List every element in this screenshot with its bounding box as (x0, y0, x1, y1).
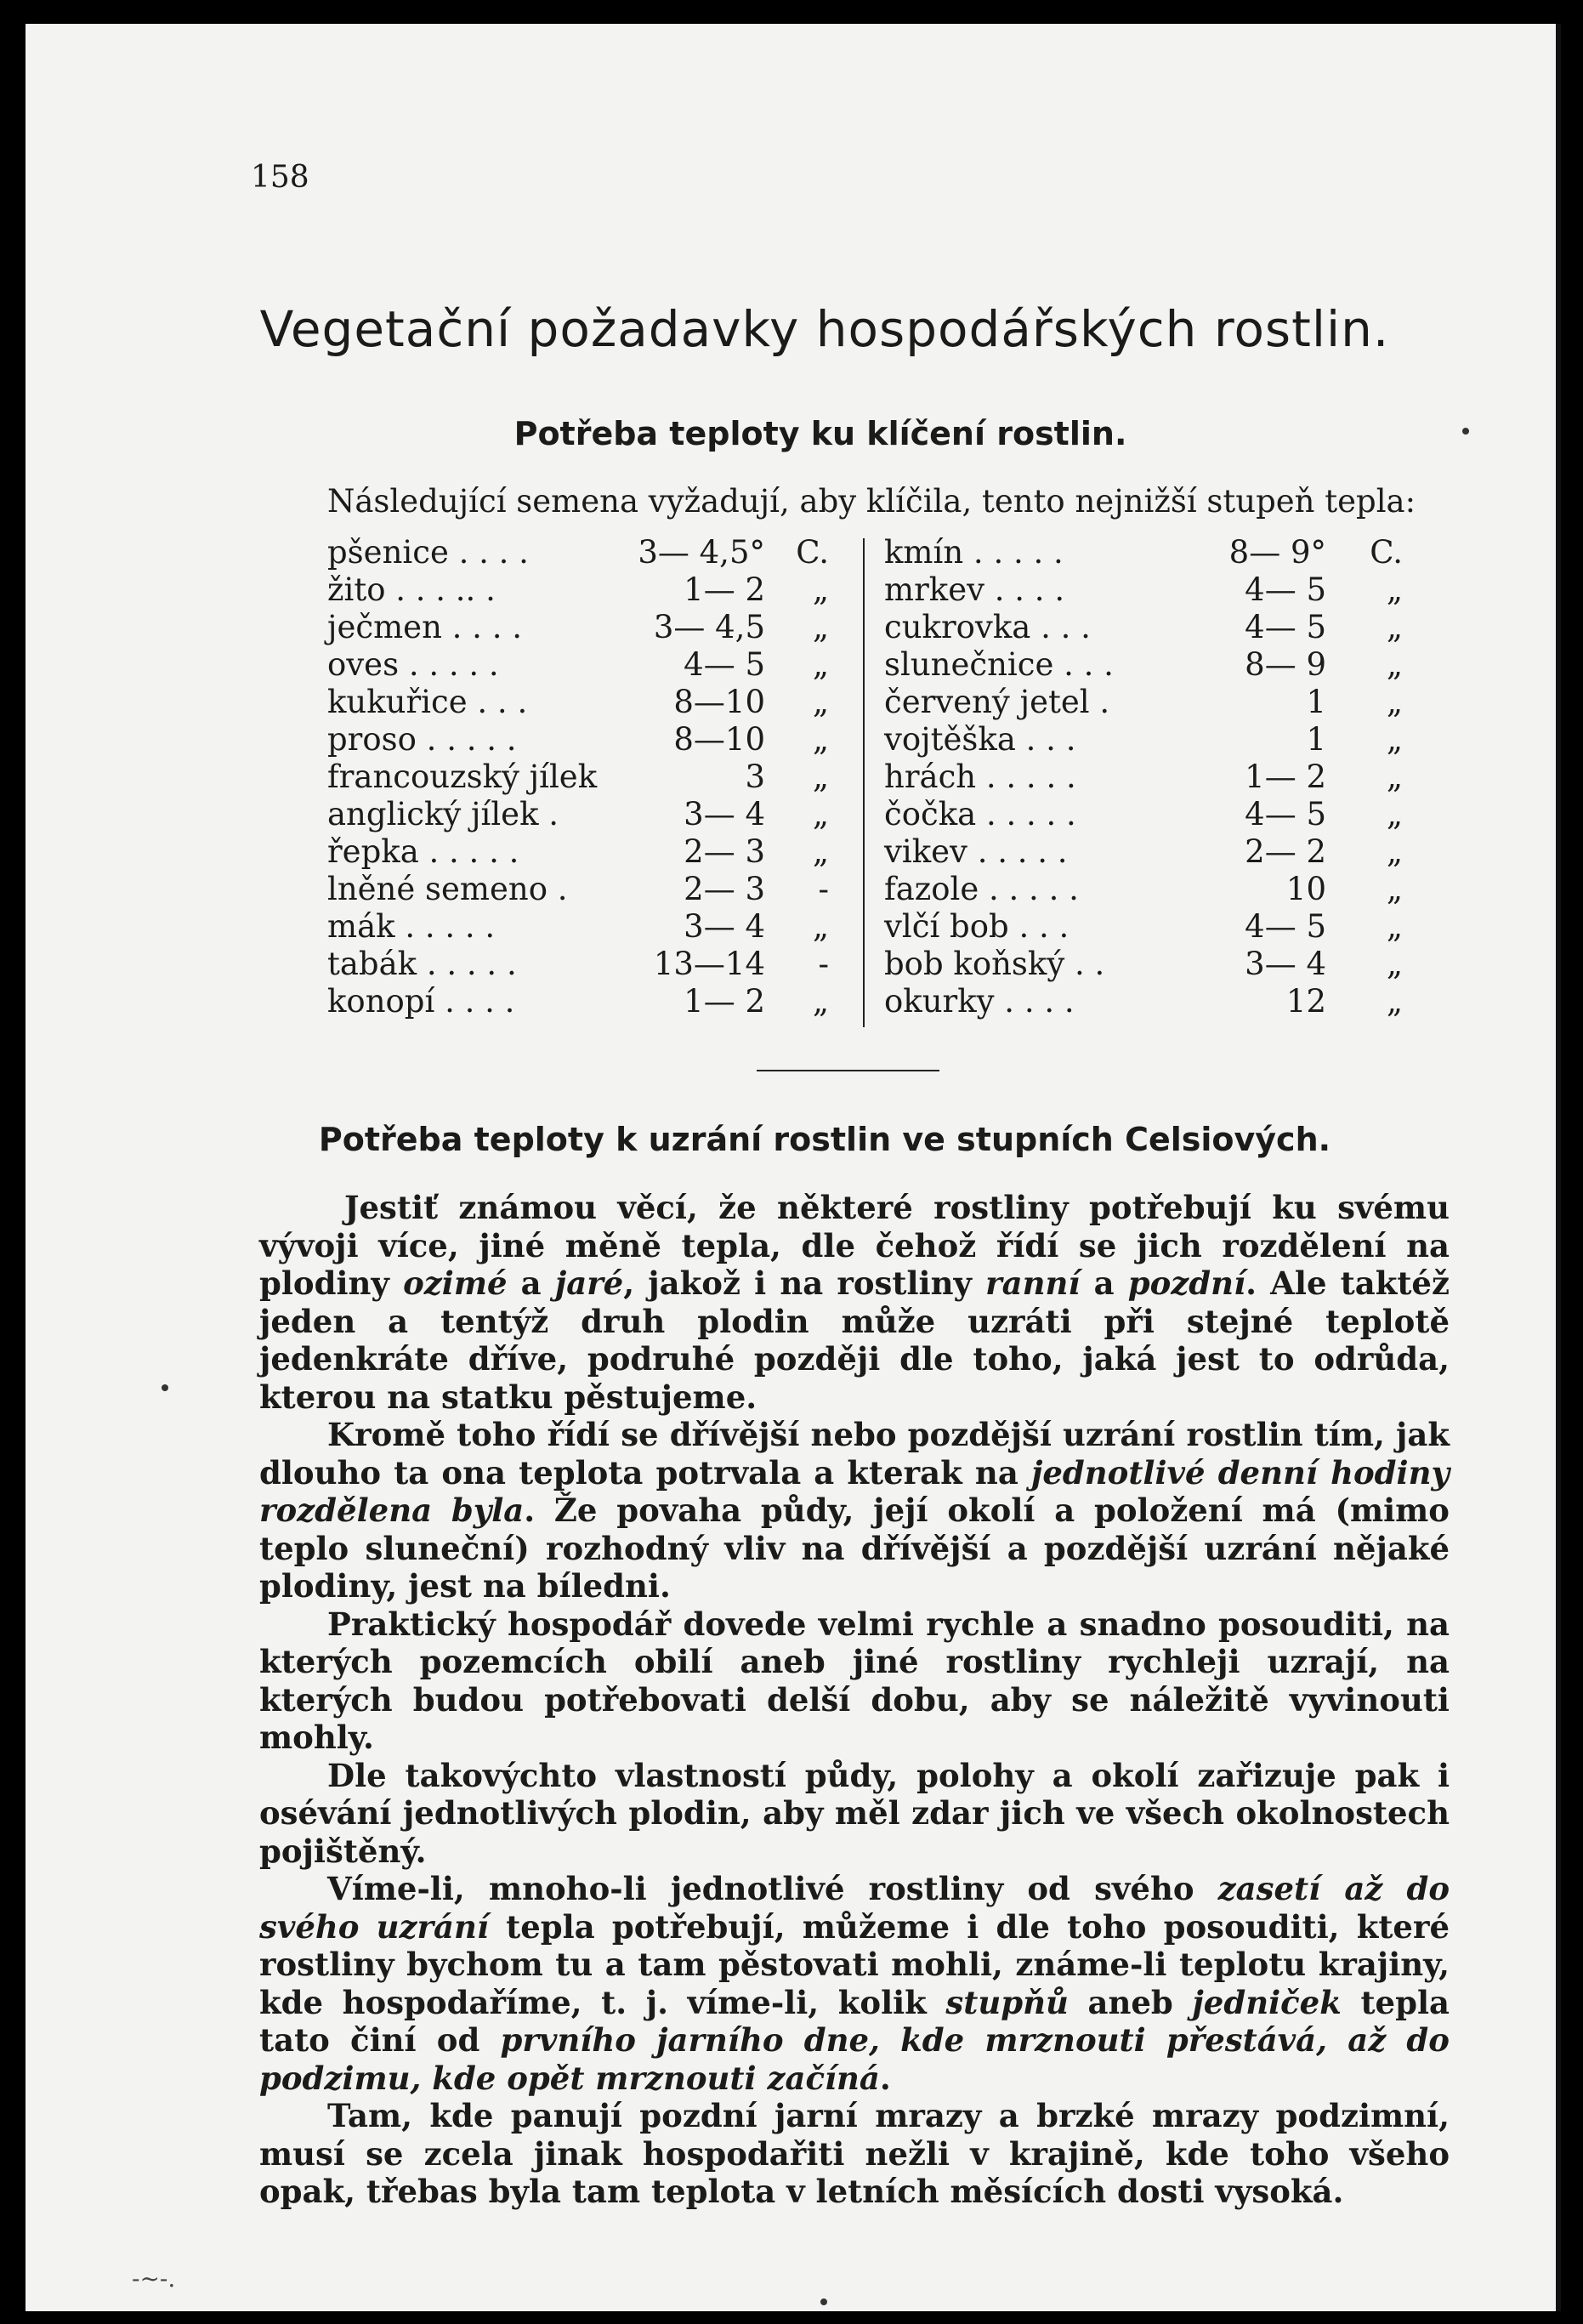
page-number: 158 (251, 160, 309, 195)
table-row (327, 759, 846, 796)
margin-mark: -~-. (132, 2264, 176, 2293)
table-row (884, 571, 1428, 609)
temperature-value: 2— 2 (1245, 833, 1326, 870)
unit-label: „ (1386, 721, 1403, 758)
unit-label: „ (812, 796, 829, 832)
column-divider (863, 538, 865, 1027)
unit-label: „ (1386, 871, 1403, 907)
plant-name: ječmen . . . . (327, 609, 522, 645)
temperature-value: 4— 5 (684, 646, 765, 683)
plant-name: čočka . . . . . (884, 796, 1076, 832)
unit-label: - (818, 871, 829, 907)
unit-label: „ (1386, 759, 1403, 795)
temperature-value: 13—14 (653, 946, 765, 982)
table-row (327, 833, 846, 871)
plant-name: vojtěška . . . (884, 721, 1076, 758)
unit-label: „ (1386, 684, 1403, 720)
plant-name: žito . . . .. . (327, 571, 496, 608)
plant-name: konopí . . . . (327, 983, 515, 1020)
table-row (327, 571, 846, 609)
plant-name: vlčí bob . . . (884, 908, 1070, 945)
plant-name: mák . . . . . (327, 908, 496, 945)
unit-label: „ (1386, 609, 1403, 645)
plant-name: slunečnice . . . (884, 646, 1114, 683)
plant-name: bob koňský . . (884, 946, 1105, 982)
unit-label: „ (1386, 946, 1403, 982)
unit-label: „ (812, 571, 829, 608)
section-rule (757, 1070, 939, 1071)
temperature-value: 10 (1285, 871, 1326, 907)
germination-table-left (327, 534, 846, 1020)
paragraph: Tam, kde panují pozdní jarní mrazy a brzké mrazy podzimní, musí se zcela jinak hospodařiti nežli v krajině, kde toho všeho opak, třebas byla tam teplota v letních měsících dosti vysoká. (259, 2097, 1450, 2210)
temperature-value: 1— 2 (684, 571, 765, 608)
temperature-value: 12 (1285, 983, 1326, 1020)
temperature-value: 8—10 (673, 721, 765, 758)
plant-name: oves . . . . . (327, 646, 499, 683)
temperature-value: 8—10 (673, 684, 765, 720)
table-row (884, 946, 1428, 983)
paragraph: Jestiť známou věcí, že některé rostliny potřebují ku svému vývoji více, jiné měně tepla, dle čehož řídí se jich rozdělení na plodiny ozimé a jaré, jakož i na rostliny ranní a pozdní. Ale taktéž jeden a tentýž druh plodin může uzráti při stejné teplotě jedenkráte dříve, podruhé později dle toho, jaká jest to odrůda, kterou na statku pěstujeme. (259, 1189, 1450, 1416)
temperature-value: 3— 4,5 (653, 609, 765, 645)
plant-name: lněné semeno . (327, 871, 568, 907)
temperature-value: 4— 5 (1245, 796, 1326, 832)
scan-speck (162, 1384, 168, 1391)
temperature-value: 3— 4 (1245, 946, 1326, 982)
table-row (884, 721, 1428, 759)
plant-name: tabák . . . . . (327, 946, 517, 982)
table-row (327, 796, 846, 833)
temperature-value: 2— 3 (684, 833, 765, 870)
temperature-value: 3— 4 (684, 796, 765, 832)
scanned-page (26, 24, 1561, 2311)
plant-name: francouzský jílek (327, 759, 598, 795)
intro-text: Následující semena vyžadují, aby klíčila, tento nejnižší stupeň tepla: (327, 483, 1416, 520)
unit-label: „ (812, 908, 829, 945)
table-row (884, 833, 1428, 871)
table-row (327, 721, 846, 759)
scan-speck (1462, 428, 1469, 435)
table-row (884, 759, 1428, 796)
temperature-value: 4— 5 (1245, 609, 1326, 645)
unit-label: „ (1386, 796, 1403, 832)
table-row (327, 983, 846, 1020)
plant-name: hrách . . . . . (884, 759, 1076, 795)
plant-name: řepka . . . . . (327, 833, 519, 870)
unit-label: „ (1386, 833, 1403, 870)
plant-name: kukuřice . . . (327, 684, 528, 720)
plant-name: vikev . . . . . (884, 833, 1068, 870)
unit-label: „ (1386, 983, 1403, 1020)
temperature-value: 3 (745, 759, 765, 795)
unit-label: „ (812, 684, 829, 720)
section-heading-ripening: Potřeba teploty k uzrání rostlin ve stupních Celsiových. (318, 1121, 1331, 1158)
unit-label: „ (812, 609, 829, 645)
temperature-value: 3— 4 (684, 908, 765, 945)
unit-label: - (818, 946, 829, 982)
table-row (327, 609, 846, 646)
body-text (259, 1189, 1450, 2211)
plant-name: pšenice . . . . (327, 534, 529, 571)
plant-name: cukrovka . . . (884, 609, 1091, 645)
plant-name: kmín . . . . . (884, 534, 1064, 571)
plant-name: proso . . . . . (327, 721, 517, 758)
unit-label: „ (1386, 646, 1403, 683)
table-row (884, 646, 1428, 684)
paragraph: Kromě toho řídí se dřívější nebo pozdější uzrání rostlin tím, jak dlouho ta ona teplota potrvala a kterak na jednotlivé denní hodiny rozdělena byla. Že povaha půdy, její okolí a položení má (mimo teplo sluneční) rozhodný vliv na dřívější a pozdější uzrání nějaké plodiny, jest na bíledni. (259, 1416, 1450, 1605)
table-row (884, 534, 1428, 571)
unit-label: C. (796, 534, 829, 571)
plant-name: mrkev . . . . (884, 571, 1065, 608)
plant-name: červený jetel . (884, 684, 1110, 720)
table-row (327, 684, 846, 721)
page-title: Vegetační požadavky hospodářských rostlin. (259, 300, 1390, 358)
table-row (327, 646, 846, 684)
temperature-value: 2— 3 (684, 871, 765, 907)
plant-name: fazole . . . . . (884, 871, 1079, 907)
germination-table-right (884, 534, 1428, 1020)
unit-label: „ (812, 759, 829, 795)
table-row (884, 609, 1428, 646)
temperature-value: 1— 2 (1245, 759, 1326, 795)
paragraph: Víme-li, mnoho-li jednotlivé rostliny od svého zasetí až do svého uzrání tepla potřebují, můžeme i dle toho posouditi, které rostliny bychom tu a tam pěstovati mohli, známe-li teplotu krajiny, kde hospodaříme, t. j. víme-li, kolik stupňů aneb jedniček tepla tato činí od prvního jarního dne, kde mrznouti přestává, až do podzimu, kde opět mrznouti začíná. (259, 1870, 1450, 2097)
table-row (884, 871, 1428, 908)
table-row (327, 534, 846, 571)
unit-label: „ (812, 646, 829, 683)
table-row (327, 908, 846, 946)
paragraph: Praktický hospodář dovede velmi rychle a snadno posouditi, na kterých pozemcích obilí aneb jiné rostliny rychleji uzrají, na kterých budou potřebovati delší dobu, aby se náležitě vyvinouti mohly. (259, 1605, 1450, 1756)
temperature-value: 3— 4,5° (638, 534, 765, 571)
unit-label: „ (812, 721, 829, 758)
unit-label: „ (1386, 571, 1403, 608)
unit-label: „ (1386, 908, 1403, 945)
unit-label: C. (1370, 534, 1403, 571)
plant-name: okurky . . . . (884, 983, 1075, 1020)
temperature-value: 4— 5 (1245, 908, 1326, 945)
temperature-value: 8— 9 (1245, 646, 1326, 683)
unit-label: „ (812, 983, 829, 1020)
table-row (884, 796, 1428, 833)
table-row (327, 946, 846, 983)
temperature-value: 1 (1306, 684, 1326, 720)
table-row (327, 871, 846, 908)
table-row (884, 983, 1428, 1020)
table-row (884, 908, 1428, 946)
section-heading-germination: Potřeba teploty ku klíčení rostlin. (513, 415, 1127, 452)
temperature-value: 1— 2 (684, 983, 765, 1020)
temperature-value: 8— 9° (1228, 534, 1326, 571)
table-row (884, 684, 1428, 721)
plant-name: anglický jílek . (327, 796, 559, 832)
scan-speck (820, 2298, 827, 2305)
paragraph: Dle takovýchto vlastností půdy, polohy a okolí zařizuje pak i osévání jednotlivých plodin, aby měl zdar jich ve všech okolnostech pojištěný. (259, 1756, 1450, 1870)
unit-label: „ (812, 833, 829, 870)
temperature-value: 4— 5 (1245, 571, 1326, 608)
temperature-value: 1 (1306, 721, 1326, 758)
